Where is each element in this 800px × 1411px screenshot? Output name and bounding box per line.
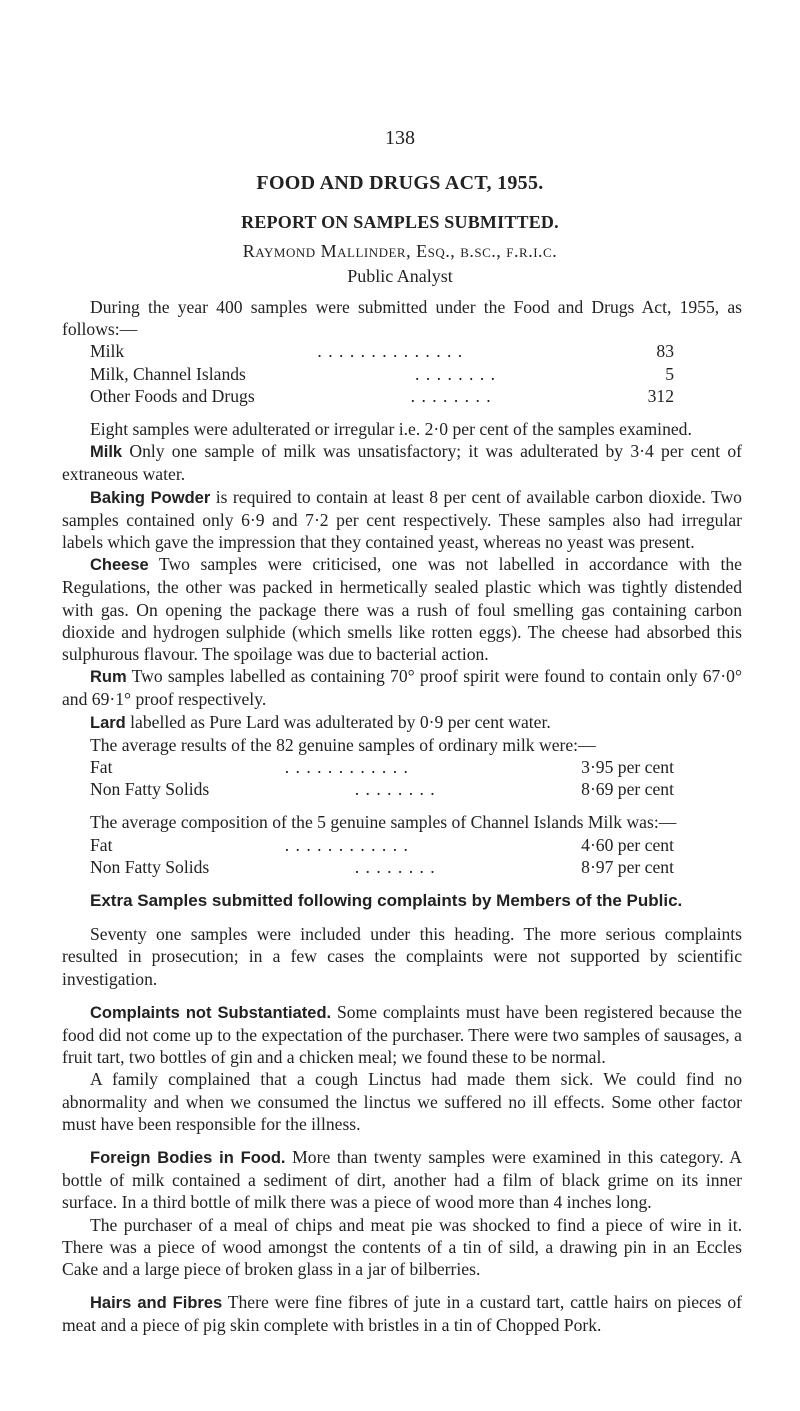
channel-average-intro: The average composition of the 5 genuine samples of Channel Islands Milk was:—	[90, 812, 677, 833]
lard-text: labelled as Pure Lard was adulterated by 0·9 per cent water.	[130, 711, 551, 732]
milk-average-value: 3·95 per cent	[581, 757, 674, 778]
foreign-heading: Foreign Bodies in Food.	[90, 1149, 286, 1167]
milk-paragraph	[62, 440, 742, 485]
lard-paragraph	[62, 711, 742, 734]
milk-average-leader: . . . . . . . .	[354, 779, 436, 800]
samples-value: 83	[656, 341, 674, 362]
channel-average-label: Non Fatty Solids	[90, 856, 210, 877]
adulterated-paragraph: Eight samples were adulterated or irregular i.e. 2·0 per cent of the samples examined.	[90, 418, 692, 439]
foreign-paragraph	[62, 1146, 742, 1214]
baking-text: is required to contain at least 8 per cent of available carbon dioxide. Two samples contained only 6·9 and 7·2 per cent respectively. These samples also had irregular labels which gave the impression that they contained yeast, whereas no yeast was present.	[62, 486, 742, 552]
cheese-text: Two samples were criticised, one was not labelled in accordance with the Regulations, the other was packed in hermetically sealed plastic which was tightly distended with gas. On opening the package there was a rush of foul smelling gas containing carbon dioxide and hydrogen sulphide (which smells like rotten eggs). The cheese had absorbed this sulphurous flavour. The spoilage was due to bacterial action.	[62, 554, 742, 664]
channel-average-leader: . . . . . . . . . . . .	[284, 834, 409, 855]
extra-paragraph: Seventy one samples were included under this heading. The more serious complaints resulted in prosecution; in a few cases the complaints were not supported by scientific investigation.	[62, 924, 742, 989]
samples-leader: . . . . . . . .	[410, 385, 492, 406]
not-substantiated-paragraph	[62, 1001, 742, 1069]
milk-average-table	[90, 756, 674, 800]
rum-text: Two samples labelled as containing 70° proof spirit were found to contain only 67·0° and 69·1° proof respectively.	[62, 666, 743, 710]
milk-heading: Milk	[90, 443, 123, 462]
extra-heading: Extra Samples submitted following complaints by Members of the Public.	[90, 890, 683, 910]
channel-average-value: 4·60 per cent	[581, 834, 674, 855]
channel-average-label: Fat	[90, 834, 113, 855]
page-number: 138	[385, 127, 415, 149]
milk-average-value: 8·69 per cent	[581, 779, 674, 800]
cheese-heading: Cheese	[90, 556, 149, 575]
rum-heading: Rum	[90, 668, 127, 687]
chips-paragraph: The purchaser of a meal of chips and meat pie was shocked to find a piece of wire in it. There was a piece of wood amongst the contents of a tin of sild, a drawing pin in an Eccles Cake and a large piece of broken glass in a jar of bilberries.	[62, 1214, 742, 1280]
milk-text: Only one sample of milk was unsatisfactory; it was adulterated by 3·4 per cent of extraneous water.	[62, 441, 742, 485]
milk-average-label: Non Fatty Solids	[90, 779, 210, 800]
samples-row	[90, 363, 674, 385]
not-substantiated-text: Some complaints must have been registered because the food did not come up to the expectation of the purchaser. There were two samples of sausages, a fruit tart, two bottles of gin and a chicken meal; we found these to be normal.	[62, 1001, 742, 1068]
foreign-text: More than twenty samples were examined in this category. A bottle of milk contained a sediment of dirt, another had a film of black grime on its inner surface. In a third bottle of milk there was a piece of wood more than 4 inches long.	[62, 1147, 742, 1213]
baking-paragraph	[62, 486, 742, 554]
samples-row	[90, 385, 674, 407]
milk-average-intro: The average results of the 82 genuine samples of ordinary milk were:—	[90, 734, 596, 755]
report-subtitle: REPORT ON SAMPLES SUBMITTED.	[241, 212, 559, 232]
samples-label: Milk, Channel Islands	[90, 363, 246, 384]
channel-average-row	[90, 856, 674, 878]
samples-label: Milk	[90, 341, 125, 362]
channel-average-row	[90, 834, 674, 856]
milk-average-leader: . . . . . . . . . . . .	[284, 757, 409, 778]
samples-row	[90, 340, 674, 362]
hairs-text: There were fine fibres of jute in a custard tart, cattle hairs on pieces of meat and a piece of pig skin complete with bristles in a tin of Chopped Pork.	[62, 1292, 742, 1336]
author-line: Raymond Mallinder, Esq., b.sc., f.r.i.c.	[242, 241, 558, 261]
extra-heading-paragraph	[62, 889, 742, 912]
milk-average-row	[90, 778, 674, 800]
cheese-paragraph	[62, 553, 742, 665]
channel-average-table	[90, 834, 674, 878]
samples-leader: . . . . . . . . . . . . . .	[317, 341, 464, 362]
not-substantiated-heading: Complaints not Substantiated.	[90, 1003, 332, 1022]
author-role: Public Analyst	[347, 266, 453, 286]
samples-label: Other Foods and Drugs	[90, 385, 255, 406]
cough-paragraph: A family complained that a cough Linctus had made them sick. We could find no abnormality and when we consumed the linctus we suffered no ill effects. Some other factor must have been responsible for the illness.	[62, 1069, 742, 1134]
channel-average-leader: . . . . . . . .	[354, 856, 436, 877]
samples-table	[90, 340, 674, 407]
rum-paragraph	[62, 665, 742, 710]
milk-average-label: Fat	[90, 757, 113, 778]
baking-heading: Baking Powder	[90, 488, 211, 507]
channel-average-value: 8·97 per cent	[581, 856, 674, 877]
samples-leader: . . . . . . . .	[415, 363, 497, 384]
report-body	[62, 296, 742, 1337]
page-title: FOOD AND DRUGS ACT, 1955.	[256, 172, 544, 194]
milk-average-row	[90, 756, 674, 778]
intro-paragraph: During the year 400 samples were submitted under the Food and Drugs Act, 1955, as follows:—	[62, 297, 742, 340]
lard-heading: Lard	[90, 713, 126, 732]
hairs-paragraph	[62, 1291, 742, 1336]
samples-value: 312	[647, 385, 674, 406]
samples-value: 5	[665, 363, 674, 384]
hairs-heading: Hairs and Fibres	[90, 1294, 223, 1313]
